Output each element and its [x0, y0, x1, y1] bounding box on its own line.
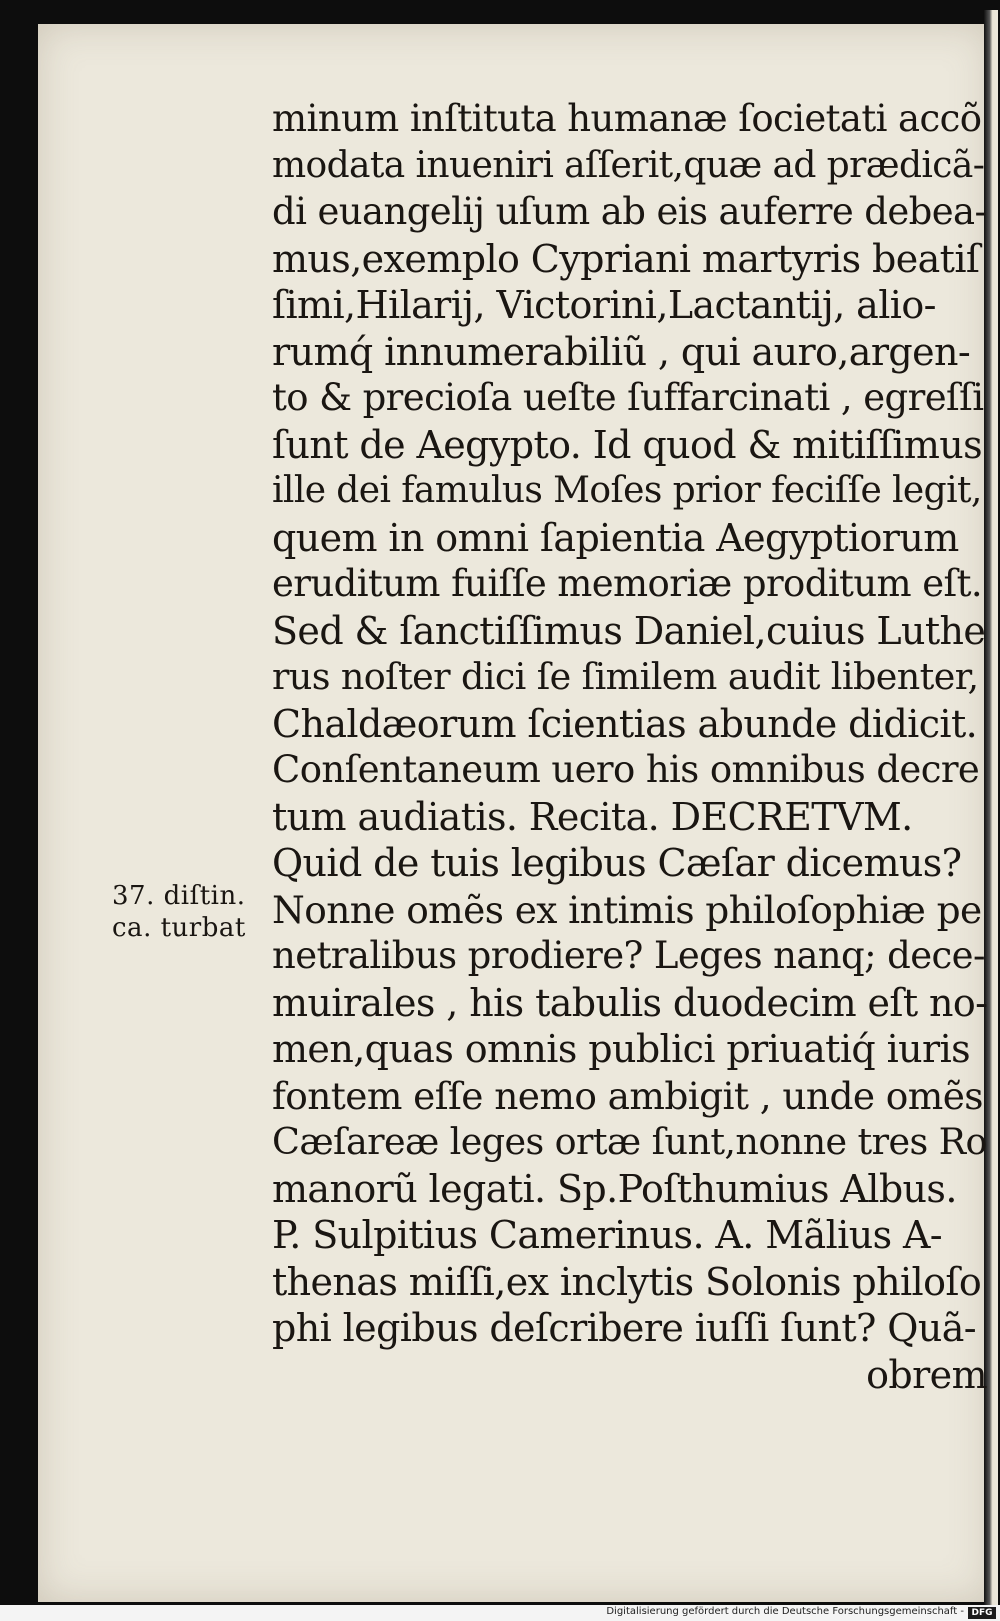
page-body-text [272, 96, 987, 1398]
text-line: men,quas omnis publici priuatiq́ iuris [272, 1027, 971, 1071]
text-line: Nonne omẽs ex intimis philoſophiæ pe [272, 887, 982, 932]
text-line: rumq́ innumerabiliũ , qui auro,argen- [272, 329, 971, 374]
text-line: tum audiatis. Recita. DECRETVM. [272, 794, 913, 839]
text-line: muirales , his tabulis duodecim eſt no- [272, 980, 987, 1025]
text-line: di euangelij uſum ab eis auferre debea- [272, 190, 987, 233]
text-line: Chaldæorum ſcientias abunde didicit. [272, 701, 978, 746]
text-line: ſunt de Aegypto. Id quod & mitiſſimus [272, 422, 983, 467]
text-line: Cæſareæ leges ortæ ſunt,nonne tres Ro [272, 1120, 987, 1163]
digitization-footer [0, 1605, 1000, 1621]
text-line: Quid de tuis legibus Cæſar dicemus? [272, 841, 962, 885]
text-line: Conſentaneum uero his omnibus decre [272, 748, 980, 791]
text-line: quem in omni ſapientia Aegyptiorum [272, 515, 959, 560]
text-line: netralibus prodiere? Leges nanq; dece- [272, 934, 985, 977]
text-line: ſimi,Hilarij, Victorini,Lactantij, alio- [272, 283, 936, 327]
text-line: rus noſter dici ſe ſimilem audit libenter, [272, 655, 979, 698]
text-line: ille dei famulus Moſes prior feciſſe legit, [272, 470, 982, 511]
marginal-note [112, 880, 246, 944]
footer-credit: Digitalisierung gefördert durch die Deutsche Forschungsgemeinschaft - [606, 1606, 964, 1617]
text-line: thenas miſſi,ex inclytis Solonis philoſo [272, 1259, 982, 1304]
catchword: obrem [866, 1352, 987, 1397]
text-line: fontem eſſe nemo ambigit , unde omẽs [272, 1073, 983, 1118]
text-line: mus,exemplo Cypriani martyris beatiſ [272, 236, 980, 281]
dfg-logo: DFG [968, 1607, 996, 1619]
text-line: Sed & ſanctiſſimus Daniel,cuius Luthe [272, 608, 986, 653]
text-line: to & precioſa ueſte ſuffarcinati , egreſſi [272, 376, 984, 419]
text-line: modata inueniri aſſerit,quæ ad prædicã- [272, 144, 985, 186]
marginal-note-line: 37. diſtin. [112, 881, 246, 911]
text-line: manorũ legati. Sp.Poſthumius Albus. [272, 1166, 957, 1211]
text-line: phi legibus deſcribere iuſſi ſunt? Quã- [272, 1306, 976, 1350]
marginal-note-line: ca. turbat [112, 913, 246, 943]
text-line: eruditum fuiſſe memoriæ proditum eſt. [272, 562, 983, 605]
text-line: P. Sulpitius Camerinus. A. Mãlius A- [272, 1213, 943, 1257]
text-line: minum inſtituta humanæ ſocietati accõ [272, 97, 982, 140]
